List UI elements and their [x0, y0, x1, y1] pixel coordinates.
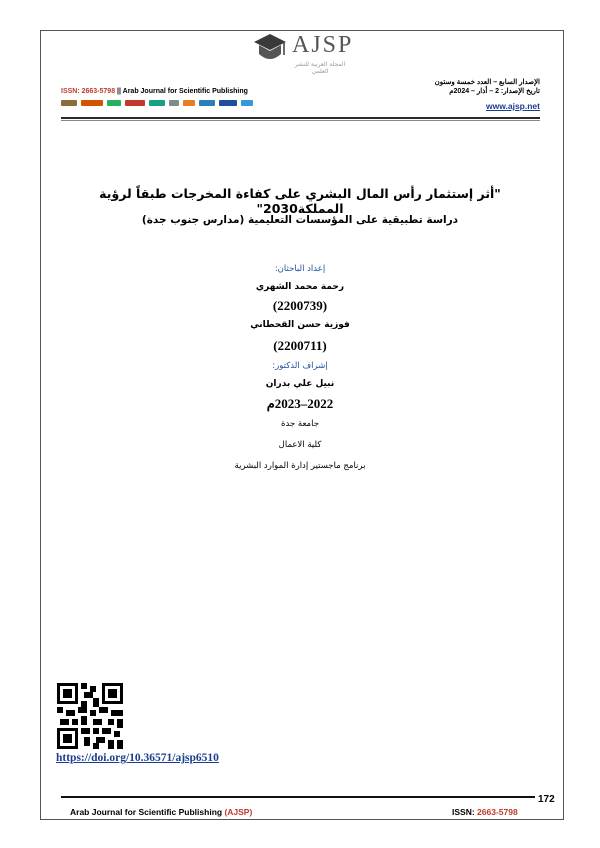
index-logo — [125, 100, 145, 106]
footer-issn — [452, 807, 518, 817]
article-subtitle: دراسة تطبيقية على المؤسسات التعليمية (مدارس جنوب جدة) — [141, 214, 459, 226]
footer-issn-value: 2663-5798 — [477, 807, 518, 817]
university-name: جامعة جدة — [281, 419, 319, 429]
index-logo — [107, 100, 121, 106]
journal-logo — [250, 30, 370, 78]
academic-year: 2022–2023م — [266, 396, 334, 411]
index-logo — [219, 100, 237, 106]
footer-journal — [70, 807, 252, 817]
header-issn-number: ISSN: 2663-5798 — [61, 88, 116, 95]
header-issn — [61, 88, 248, 95]
index-logo — [199, 100, 215, 106]
header-rule — [61, 117, 540, 119]
qr-code-icon — [57, 683, 123, 749]
program-name: برنامج ماجستير إدارة الموارد البشرية — [234, 461, 366, 471]
index-logo — [183, 100, 195, 106]
doi-link[interactable]: https://doi.org/10.36571/ajsp6510 — [56, 752, 219, 764]
indexing-logos — [61, 100, 253, 106]
footer-journal-abbr: (AJSP) — [224, 807, 253, 817]
footer-issn-label: ISSN: — [452, 807, 478, 817]
website-link[interactable]: www.ajsp.net — [485, 101, 540, 111]
journal-logo-icon — [250, 30, 290, 70]
logo-subtitle: المجلة العربية للنشر العلمي — [294, 61, 346, 75]
supervisor-name: نبيل علي بدران — [265, 379, 335, 389]
supervision-label: إشراف الدكتور: — [272, 361, 328, 371]
header-journal-name: || Arab Journal for Scientific Publishing — [117, 88, 248, 95]
article-title: "أثر إستثمار رأس المال البشري على كفاءة المخرجات طبقاً لرؤية المملكة2030" — [99, 186, 501, 216]
header-issue-info — [435, 78, 540, 111]
qr-code[interactable] — [57, 683, 123, 749]
logo-text: AJSP — [292, 32, 354, 58]
college-name: كلية الاعمال — [278, 440, 322, 450]
index-logo — [81, 100, 103, 106]
header-rule-thin — [61, 120, 540, 121]
index-logo — [61, 100, 77, 106]
page-number: 172 — [538, 794, 555, 805]
footer-rule — [61, 796, 535, 798]
author-1: رحمة محمد الشهري — [255, 282, 345, 292]
index-logo — [149, 100, 165, 106]
issue-line: الإصدار السابع – العدد خمسة وستون — [434, 79, 540, 86]
footer-journal-name: Arab Journal for Scientific Publishing — [70, 807, 225, 817]
index-logo — [169, 100, 179, 106]
author-2-id: (2200711) — [273, 338, 327, 353]
index-logo — [241, 100, 253, 106]
prepared-by-label: إعداد الباحثان: — [274, 264, 326, 274]
author-2: فوزية حسن القحطاني — [250, 320, 350, 330]
author-1-id: (2200739) — [272, 298, 328, 313]
issue-date: تاريخ الإصدار: 2 – أذار – 2024م — [449, 88, 540, 95]
